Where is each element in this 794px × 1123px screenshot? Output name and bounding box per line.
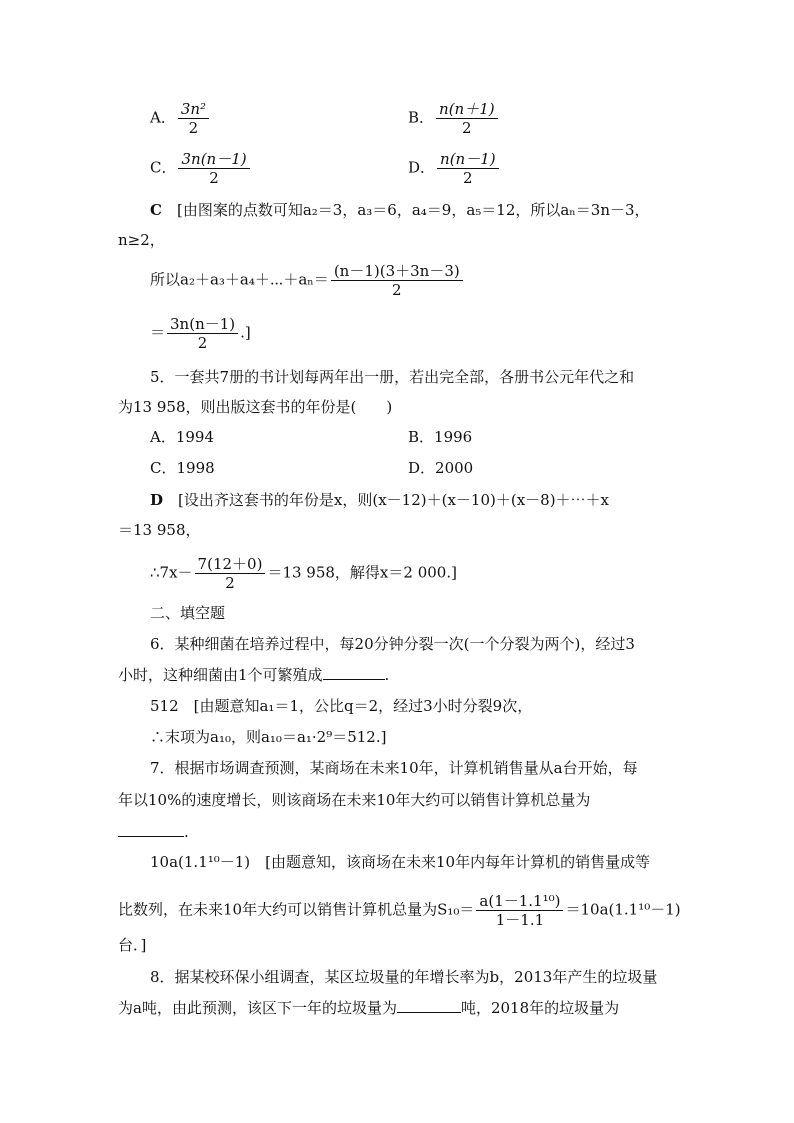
q4-option-a: A． $\frac{\text{3n²}}{2}$	[150, 100, 211, 137]
q5-answer-line-2: ＝13 958，	[118, 521, 201, 539]
q7-answer-fraction: $\frac{\text{a(1－1.1¹⁰)}}{1-1.1}$	[476, 892, 563, 929]
q8-stem-line-2: 为a吨，由此预测，该区下一年的垃圾量为 吨，2018年的垃圾量为	[118, 999, 620, 1017]
q4-answer-fraction-1: $\frac{(n-1)(3+3n-3)}{2}$	[331, 262, 463, 299]
q6-stem-line-1: 6．某种细菌在培养过程中，每20分钟分裂一次(一个分裂为两个)，经过3	[150, 635, 635, 653]
section-title: 二、填空题	[150, 604, 226, 622]
q6-answer-line-2: ∴末项为a₁₀，则a₁₀＝a₁·2⁹＝512.]	[150, 728, 387, 746]
q4-option-d: D． $\frac{n(n-1)}{2}$	[408, 150, 501, 187]
q4-answer-line-2: n≥2，	[118, 231, 165, 249]
q4-answer-fraction-2: $\frac{3n(n-1)}{2}$	[167, 315, 238, 352]
q5-stem-line-1: 5．一套共7册的书计划每两年出一册，若出完全部，各册书公元年代之和	[150, 368, 635, 386]
q6-stem-line-2: 小时，这种细菌由1个可繁殖成 .	[118, 666, 390, 684]
q6-answer-line-1: 512 [由题意知a₁＝1，公比q＝2，经过3小时分裂9次，	[150, 697, 533, 715]
q4-answer-line-1: C [由图案的点数可知a₂＝3，a₃＝6，a₄＝9，a₅＝12，所以aₙ＝3n－3，	[150, 201, 650, 219]
q7-stem-line-1: 7．根据市场调查预测，某商场在未来10年，计算机销售量从a台开始，每	[150, 759, 638, 777]
q7-stem-line-2: 年以10%的速度增长，则该商场在未来10年大约可以销售计算机总量为	[118, 791, 591, 809]
q6-answer-blank[interactable]	[323, 665, 385, 680]
q4-answer-line-4: ＝ $\frac{3n(n-1)}{2}$ .]	[150, 315, 251, 352]
q5-option-a: A．1994	[150, 428, 215, 446]
q7-answer-line-1: 10a(1.1¹⁰－1) [由题意知，该商场在未来10年内每年计算机的销售量成等	[150, 853, 651, 871]
q5-answer-line-3: ∴7x－ $\frac{7(12+0)}{2}$ ＝13 958，解得x＝2 000.]	[150, 555, 457, 592]
q5-answer-fraction: $\frac{7(12+0)}{2}$	[195, 555, 266, 592]
q8-stem-line-1: 8．据某校环保小组调查，某区垃圾量的年增长率为b，2013年产生的垃圾量	[150, 968, 658, 986]
q7-answer-line-3: 台．]	[118, 936, 147, 954]
q4-option-c: C． $\frac{3n(n-1)}{2}$	[150, 150, 252, 187]
q7-answer-line-2: 比数列，在未来10年大约可以销售计算机总量为S₁₀＝ $\frac{\text{a(1－1.1¹⁰)}}{1-1.1}$ ＝10a(1.1¹⁰－1)	[118, 892, 681, 929]
q4-answer-letter: C	[150, 201, 162, 219]
q4-option-b-fraction: $\frac{n(n+1)}{2}$	[436, 100, 498, 137]
q4-answer-line-3: 所以a₂＋a₃＋a₄＋⋯＋aₙ＝ $\frac{(n-1)(3+3n-3)}{2}$	[150, 262, 465, 299]
q5-option-d: D．2000	[408, 459, 474, 477]
q4-option-d-fraction: $\frac{n(n-1)}{2}$	[437, 150, 499, 187]
q5-stem-line-2: 为13 958，则出版这套书的年份是( )	[118, 398, 393, 416]
q5-answer-line-1: D [设出齐这套书的年份是x，则(x－12)＋(x－10)＋(x－8)＋⋯＋x	[150, 491, 610, 509]
q5-option-b: B．1996	[408, 428, 473, 446]
q5-option-c: C．1998	[150, 459, 215, 477]
q8-answer-blank[interactable]	[397, 998, 461, 1013]
q5-answer-letter: D	[150, 491, 164, 509]
q7-answer-blank[interactable]	[118, 822, 184, 837]
q7-stem-line-3: .	[118, 822, 189, 842]
q4-option-a-fraction: $\frac{\text{3n²}}{2}$	[178, 100, 209, 137]
q4-option-c-fraction: $\frac{3n(n-1)}{2}$	[178, 150, 249, 187]
q4-option-b: B． $\frac{n(n+1)}{2}$	[408, 100, 500, 137]
